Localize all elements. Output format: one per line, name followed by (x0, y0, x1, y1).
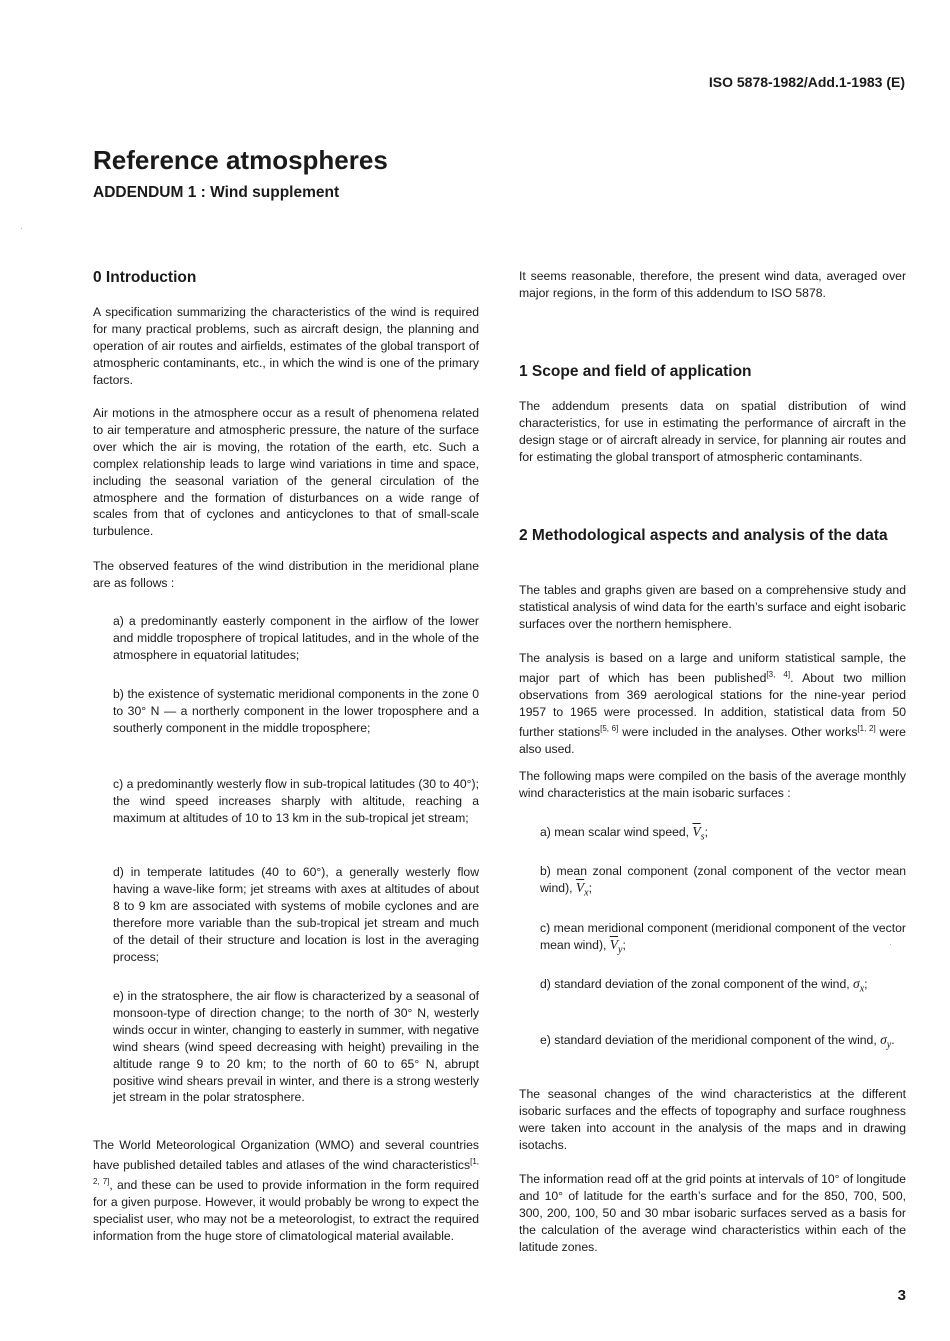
symbol-subscript: s (700, 831, 705, 843)
scope-paragraph: The addendum presents data on spatial distribution of wind characteristics, for use in estimating the performance of aircraft in the design stage or of aircraft already in service, for planning air routes and for estimating the global transport of atmospheric contaminants. (519, 399, 906, 464)
text: ; (588, 880, 592, 895)
text: ; (704, 825, 708, 839)
text: . About two million observations from 369 aerological stations for the nine-year period 1957 to 1965 were processed. In addition, statistical data from 50 further stations (519, 670, 906, 739)
methodology-paragraph-1: The tables and graphs given are based on a comprehensive study and statistical analysis of wind data for the earth’s surface and eight isobaric surfaces over the northern hemisphere. (519, 583, 906, 631)
text: ; (622, 937, 626, 952)
list-item: d) in temperate latitudes (40 to 60°), a generally westerly flow having a wave-like form; jet streams with axes at altitudes of about 8 to 9 km are associated with systems of mobile cyclones and are therefore more variable than the sub-tropical jet stream and much of the detail of their structure and location is lost in the averaging process; (113, 865, 479, 964)
list-item: e) in the stratosphere, the air flow is characterized by a seasonal of monsoon-type of direction change; to the north of 30° N, westerly winds occur in winter, changing to easterly in summer, with negative wind shears (wind speed decreasing with height) prevailing in the altitude range 9 to 20 km; to the north of 60 to 65° N, abrupt positive wind shears prevail in winter, and there is a strong westerly jet stream in the polar stratosphere. (113, 989, 479, 1105)
intro-paragraph-5: It seems reasonable, therefore, the present wind data, averaged over major regions, in the form of this addendum to ISO 5878. (519, 269, 906, 300)
intro-paragraph-1: A specification summarizing the characteristics of the wind is required for many practical problems, such as aircraft design, the planning and operation of air routes and airfields, estimates of the global transport of atmospheric contaminants, etc., in which the wind is one of the primary factors. (93, 305, 479, 387)
methodology-paragraph-4: The seasonal changes of the wind characteristics at the different isobaric surfaces and the effects of topography and surface roughness were taken into account in the analysis of the maps and in drawing isotachs. (519, 1087, 906, 1152)
list-item: b) the existence of systematic meridional components in the zone 0 to 30° N — a northerly component in the lower troposphere and a southerly component in the middle troposphere; (113, 687, 479, 735)
map-item-mean-meridional-component (540, 920, 906, 959)
document-title: Reference atmospheres (93, 145, 388, 175)
map-item-mean-scalar-speed (540, 824, 906, 846)
scan-speck (21, 228, 22, 229)
list-item: a) a predominantly easterly component in the airflow of the lower and middle troposphere of tropical latitudes, and in the whole of the atmosphere in equatorial latitudes; (113, 614, 479, 662)
intro-paragraph-4 (93, 1137, 479, 1245)
map-item-mean-zonal-component (540, 863, 906, 902)
text: The World Meteorological Organization (WMO) and several countries have published detailed tables and atlases of the wind characteristics (93, 1138, 479, 1172)
reference-citation: [1, 2] (857, 723, 876, 733)
symbol-subscript: x (584, 887, 589, 899)
reference-citation: [3, 4] (766, 669, 791, 679)
symbol-subscript: x (859, 983, 865, 995)
text: e) standard deviation of the meridional component of the wind, (540, 1033, 881, 1047)
text: d) standard deviation of the zonal component of the wind, (540, 977, 854, 991)
text: b) mean zonal component (zonal component of the vector mean wind), (540, 864, 906, 895)
methodology-paragraph-3: The following maps were compiled on the basis of the average monthly wind characteristics at the main isobaric surfaces : (519, 769, 906, 800)
reference-citation: [1, 2, 7] (93, 1156, 479, 1186)
intro-paragraph-3: The observed features of the wind distribution in the meridional plane are as follows : (93, 559, 479, 590)
section-0-heading: 0 Introduction (93, 269, 197, 286)
intro-paragraph-2: Air motions in the atmosphere occur as a result of phenomena related to air temperature and atmospheric pressure, the nature of the surface over which the air is moving, the rotation of the earth, etc. Such a complex relationship leads to large wind variations in time and space, including the seasonal variation of the general circulation of the atmosphere and the formation of disturbances on a wide range of scales from that of cyclones and anticyclones to that of small-scale turbulence. (93, 406, 479, 539)
symbol-subscript: y (886, 1039, 892, 1051)
symbol: $\overline{V}$ (692, 824, 701, 839)
document-subtitle: ADDENDUM 1 : Wind supplement (93, 184, 340, 201)
section-1-heading: 1 Scope and field of application (519, 363, 752, 380)
symbol: $\overline{V}$ (575, 879, 585, 895)
map-item-meridional-std-deviation (540, 1032, 906, 1054)
text: a) mean scalar wind speed, (540, 825, 693, 839)
symbol-subscript: y (618, 944, 623, 956)
text: . (891, 1033, 895, 1047)
methodology-paragraph-2 (519, 650, 906, 758)
text: c) mean meridional component (meridional component of the vector mean wind), (540, 921, 906, 952)
list-item: c) a predominantly westerly flow in sub-tropical latitudes (30 to 40°); the wind speed increases sharply with altitude, reaching a maximum at altitudes of 10 to 13 km in the sub-tropical jet stream; (113, 777, 479, 825)
reference-citation: [5, 6] (600, 723, 619, 733)
text: were included in the analyses. Other works (618, 724, 858, 739)
symbol: σ (853, 976, 860, 991)
methodology-paragraph-5: The information read off at the grid points at intervals of 10° of longitude and 10° of latitude for the earth’s surface and for the 850, 700, 500, 300, 200, 100, 50 and 30 mbar isobaric surfaces served as a basis for the calculation of the average wind characteristics within each of the latitude zones. (519, 1172, 906, 1254)
symbol: $\overline{V}$ (609, 936, 619, 952)
text: The analysis is based on a large and uniform statistical sample, the major part of which has been published (519, 651, 906, 685)
page-number: 3 (897, 1287, 906, 1304)
text: were also used. (519, 724, 906, 756)
section-2-heading: 2 Methodological aspects and analysis of the data (519, 527, 888, 544)
standard-number: ISO 5878-1982/Add.1-1983 (E) (708, 74, 905, 90)
text: ; (864, 977, 868, 991)
text: , and these can be used to provide information in the form required for a given purpose. However, it would probably be wrong to expect the specialist user, who may not be a meteorologist, to extract the required information from the huge store of climatological material available. (93, 1177, 479, 1243)
map-item-zonal-std-deviation (540, 976, 906, 998)
symbol: σ (880, 1032, 887, 1047)
